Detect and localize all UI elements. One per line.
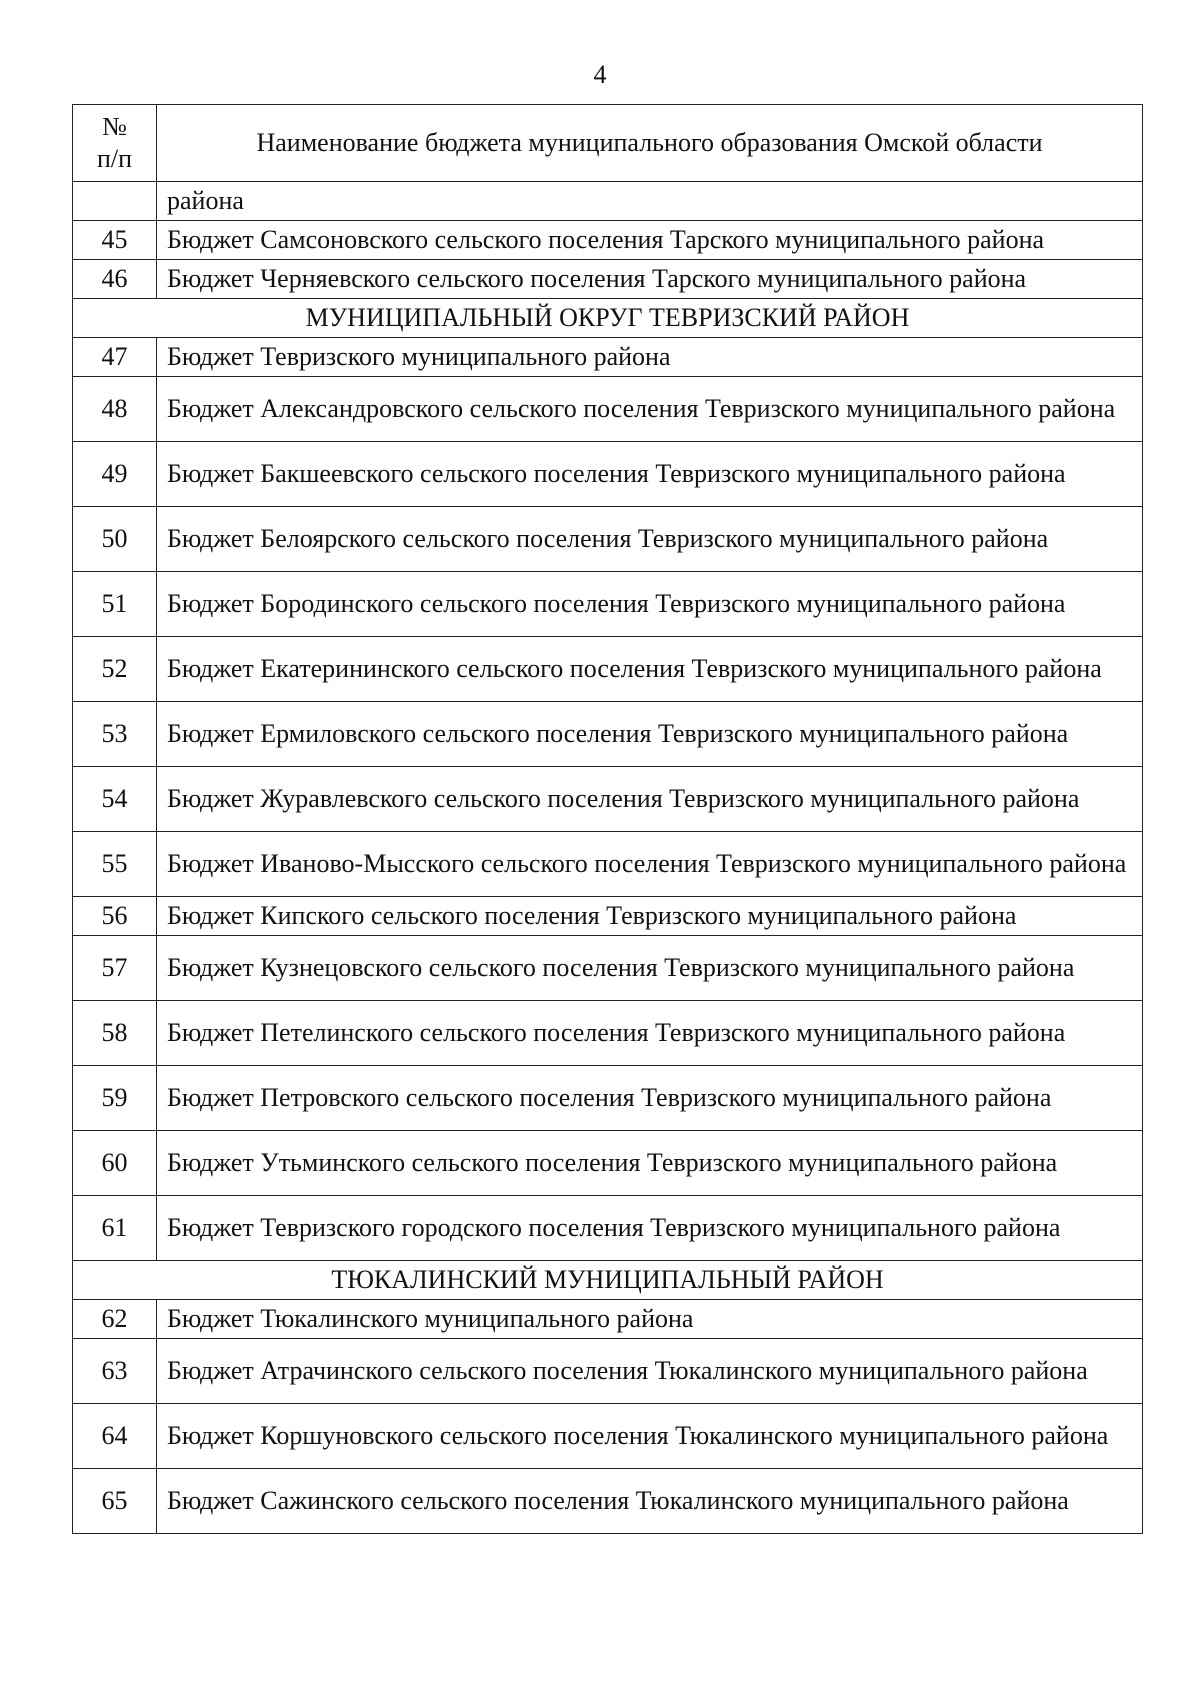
row-number: 65 [73, 1469, 157, 1534]
table-row [73, 1339, 1143, 1404]
budget-name: Бюджет Иваново-Мысского сельского поселения Тевризского муниципального района [157, 832, 1143, 897]
table-row [73, 832, 1143, 897]
table-row [73, 442, 1143, 507]
row-number: 63 [73, 1339, 157, 1404]
table-row [73, 936, 1143, 1001]
row-number: 57 [73, 936, 157, 1001]
table-row [73, 1300, 1143, 1339]
table-row [73, 702, 1143, 767]
row-number: 59 [73, 1066, 157, 1131]
budget-name: Бюджет Черняевского сельского поселения Тарского муниципального района [157, 260, 1143, 299]
budget-table-body [73, 105, 1143, 1534]
row-number: 61 [73, 1196, 157, 1261]
section-header-row [73, 299, 1143, 338]
budget-name: Бюджет Атрачинского сельского поселения Тюкалинского муниципального района [157, 1339, 1143, 1404]
section-title: ТЮКАЛИНСКИЙ МУНИЦИПАЛЬНЫЙ РАЙОН [73, 1261, 1143, 1300]
row-number: 48 [73, 377, 157, 442]
row-number: 53 [73, 702, 157, 767]
section-title: МУНИЦИПАЛЬНЫЙ ОКРУГ ТЕВРИЗСКИЙ РАЙОН [73, 299, 1143, 338]
table-row [73, 221, 1143, 260]
budget-name: Бюджет Кузнецовского сельского поселения Тевризского муниципального района [157, 936, 1143, 1001]
table-row [73, 767, 1143, 832]
budget-name: Бюджет Утьминского сельского поселения Тевризского муниципального района [157, 1131, 1143, 1196]
page-number: 4 [593, 60, 607, 89]
table-row [73, 507, 1143, 572]
budget-name: Бюджет Журавлевского сельского поселения Тевризского муниципального района [157, 767, 1143, 832]
table-row [73, 377, 1143, 442]
table-row [73, 1001, 1143, 1066]
row-number: 50 [73, 507, 157, 572]
row-number: 55 [73, 832, 157, 897]
row-number: 60 [73, 1131, 157, 1196]
header-number-abbr: п/п [96, 144, 133, 173]
budget-name: Бюджет Тевризского городского поселения Тевризского муниципального района [157, 1196, 1143, 1261]
table-row [73, 572, 1143, 637]
row-number: 52 [73, 637, 157, 702]
header-number-cell [73, 105, 157, 182]
section-header-row [73, 1261, 1143, 1300]
table-row [73, 1404, 1143, 1469]
row-number: 64 [73, 1404, 157, 1469]
table-header-row [73, 105, 1143, 182]
table-row [73, 1131, 1143, 1196]
row-number: 51 [73, 572, 157, 637]
budget-name: Бюджет Екатерининского сельского поселения Тевризского муниципального района [157, 637, 1143, 702]
budget-name: Бюджет Александровского сельского поселения Тевризского муниципального района [157, 377, 1143, 442]
budget-name: Бюджет Белоярского сельского поселения Тевризского муниципального района [157, 507, 1143, 572]
table-row [73, 260, 1143, 299]
table-row [73, 1196, 1143, 1261]
budget-name: Бюджет Петровского сельского поселения Тевризского муниципального района [157, 1066, 1143, 1131]
row-number [73, 182, 157, 221]
budget-name: района [157, 182, 1143, 221]
budget-table [72, 104, 1143, 1534]
row-number: 47 [73, 338, 157, 377]
budget-name: Бюджет Тюкалинского муниципального района [157, 1300, 1143, 1339]
row-number: 58 [73, 1001, 157, 1066]
budget-name: Бюджет Петелинского сельского поселения Тевризского муниципального района [157, 1001, 1143, 1066]
table-row [73, 1066, 1143, 1131]
budget-name: Бюджет Самсоновского сельского поселения Тарского муниципального района [157, 221, 1143, 260]
table-row [73, 897, 1143, 936]
budget-name: Бюджет Бородинского сельского поселения Тевризского муниципального района [157, 572, 1143, 637]
table-row [73, 182, 1143, 221]
row-number: 62 [73, 1300, 157, 1339]
row-number: 45 [73, 221, 157, 260]
row-number: 46 [73, 260, 157, 299]
budget-name: Бюджет Коршуновского сельского поселения Тюкалинского муниципального района [157, 1404, 1143, 1469]
budget-name: Бюджет Бакшеевского сельского поселения Тевризского муниципального района [157, 442, 1143, 507]
table-row [73, 1469, 1143, 1534]
header-number-symbol: № [102, 112, 127, 141]
row-number: 56 [73, 897, 157, 936]
budget-name: Бюджет Сажинского сельского поселения Тюкалинского муниципального района [157, 1469, 1143, 1534]
table-row [73, 637, 1143, 702]
header-name-cell: Наименование бюджета муниципального образования Омской области [157, 105, 1143, 182]
budget-name: Бюджет Ермиловского сельского поселения Тевризского муниципального района [157, 702, 1143, 767]
budget-name: Бюджет Тевризского муниципального района [157, 338, 1143, 377]
budget-name: Бюджет Кипского сельского поселения Тевризского муниципального района [157, 897, 1143, 936]
row-number: 54 [73, 767, 157, 832]
table-row [73, 338, 1143, 377]
row-number: 49 [73, 442, 157, 507]
